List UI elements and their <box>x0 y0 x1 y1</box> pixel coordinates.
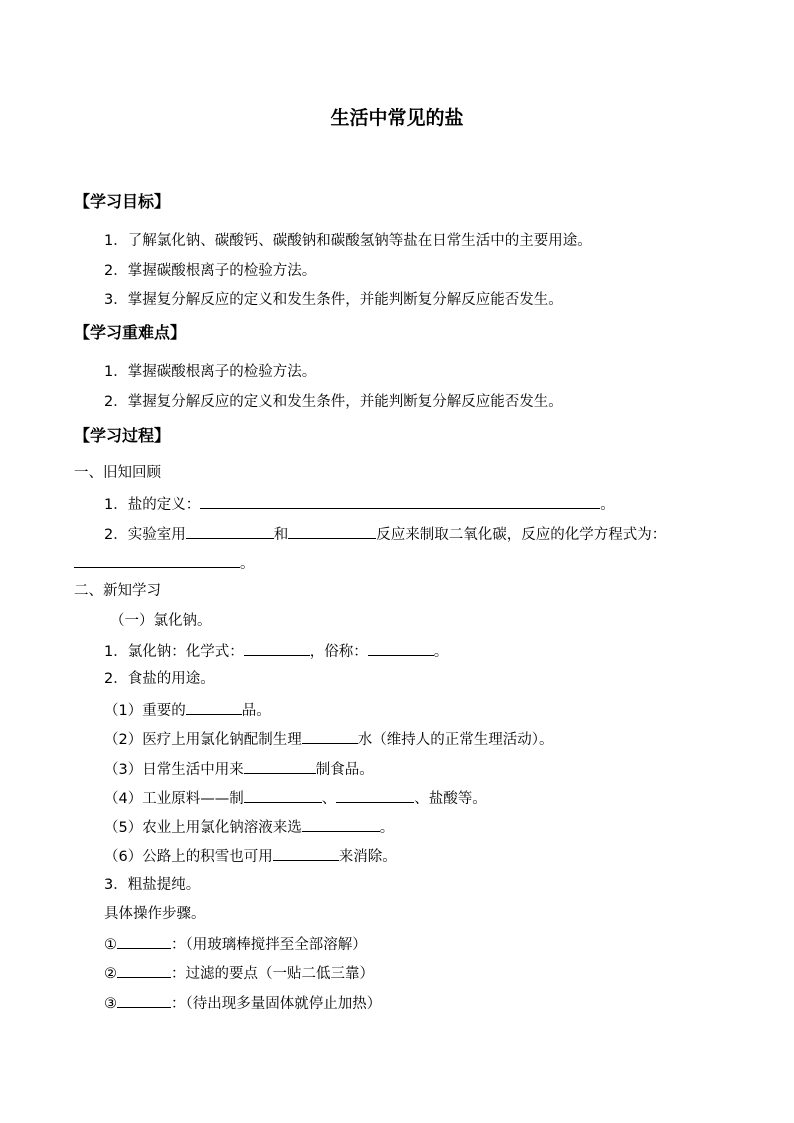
fill-blank[interactable] <box>117 992 171 1008</box>
sub-title-nacl: （一）氯化钠。 <box>110 613 212 629</box>
fill-blank[interactable] <box>288 523 376 539</box>
fill-blank[interactable] <box>244 787 322 803</box>
fill-blank[interactable] <box>273 845 339 861</box>
fill-blank[interactable] <box>186 699 242 715</box>
section-heading-process: 【学习过程】 <box>74 426 171 445</box>
key-item-2: 2．掌握复分解反应的定义和发生条件，并能判断复分解反应能否发生。 <box>104 394 563 410</box>
review-question-2-cont: 。 <box>74 552 255 572</box>
review-question-1: 1．盐的定义： 。 <box>104 493 615 513</box>
purification-title: 3．粗盐提纯。 <box>104 877 201 893</box>
steps-title: 具体操作步骤。 <box>104 906 206 922</box>
fill-blank[interactable] <box>74 552 240 568</box>
review-question-2: 2．实验室用 和 反应来制取二氧化碳，反应的化学方程式为： <box>104 523 666 543</box>
fill-blank[interactable] <box>244 758 316 774</box>
salt-uses-title: 2．食盐的用途。 <box>104 671 215 687</box>
use-item-3: （3）日常生活中用来 制食品。 <box>104 758 374 778</box>
step-item-2: ② ：过滤的要点（一贴二低三靠） <box>104 962 374 982</box>
use-item-5: （5）农业上用氯化钠溶液来选 。 <box>104 816 394 836</box>
use-item-1: （1）重要的 品。 <box>104 699 271 719</box>
fill-blank[interactable] <box>244 640 310 656</box>
part-review-title: 一、旧知回顾 <box>74 465 161 481</box>
fill-blank[interactable] <box>336 787 414 803</box>
fill-blank[interactable] <box>302 728 358 744</box>
key-item-1: 1．掌握碳酸根离子的检验方法。 <box>104 364 317 380</box>
fill-blank[interactable] <box>186 523 274 539</box>
page-title: 生活中常见的盐 <box>330 107 464 129</box>
use-item-6: （6）公路上的积雪也可用 来消除。 <box>104 845 397 865</box>
step-item-1: ① ：（用玻璃棒搅拌至全部溶解） <box>104 933 367 953</box>
use-item-4: （4）工业原料——制 、 、盐酸等。 <box>104 787 487 807</box>
fill-blank[interactable] <box>302 816 380 832</box>
section-heading-goals: 【学习目标】 <box>74 192 171 211</box>
goal-item-3: 3．掌握复分解反应的定义和发生条件，并能判断复分解反应能否发生。 <box>104 292 563 308</box>
fill-blank[interactable] <box>117 933 171 949</box>
fill-blank[interactable] <box>117 962 171 978</box>
step-item-3: ③ ：（待出现多量固体就停止加热） <box>104 992 381 1012</box>
section-heading-key-points: 【学习重难点】 <box>74 323 187 342</box>
use-item-2: （2）医疗上用氯化钠配制生理 水（维持人的正常生理活动）。 <box>104 728 553 748</box>
goal-item-2: 2．掌握碳酸根离子的检验方法。 <box>104 263 317 279</box>
fill-blank[interactable] <box>200 493 600 509</box>
part-new-title: 二、新知学习 <box>74 583 161 599</box>
fill-blank[interactable] <box>368 640 434 656</box>
nacl-formula-line: 1．氯化钠：化学式： ，俗称： 。 <box>104 640 448 660</box>
goal-item-1: 1．了解氯化钠、碳酸钙、碳酸钠和碳酸氢钠等盐在日常生活中的主要用途。 <box>104 233 592 249</box>
